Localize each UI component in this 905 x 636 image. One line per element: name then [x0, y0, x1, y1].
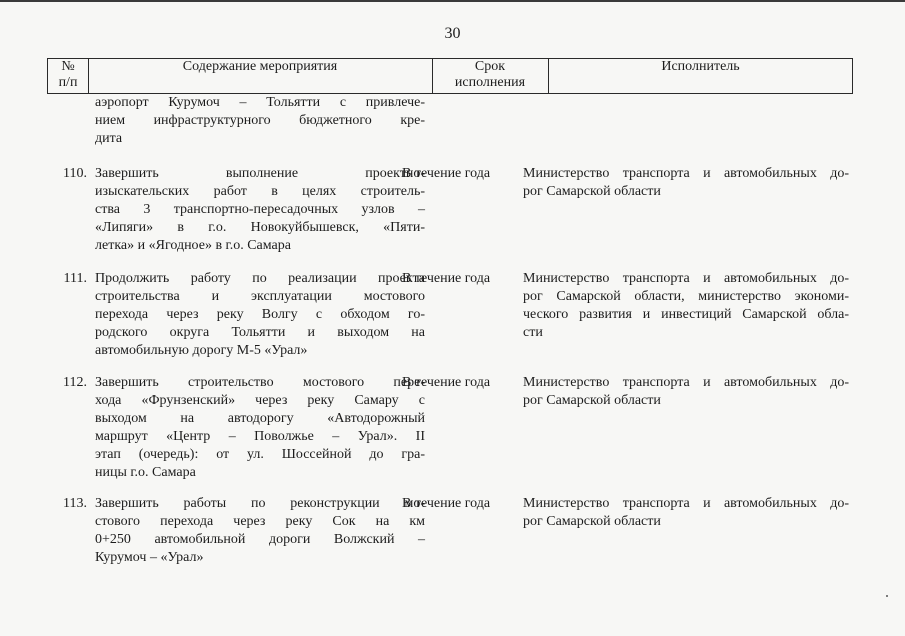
- row-term: В течение года: [402, 271, 491, 286]
- executor-line: Министерство транспорта и автомобильных до-: [523, 166, 849, 181]
- content-line: родского округа Тольятти и выходом на: [95, 325, 425, 340]
- content-line: выходом на автодорогу «Автодорожный: [95, 411, 425, 426]
- executor-line: рог Самарской области: [523, 184, 661, 199]
- content-line: изыскательских работ в целях строитель-: [95, 184, 425, 199]
- executor-line: ческого развития и инвестиций Самарской обла-: [523, 307, 849, 322]
- header-content: [88, 59, 433, 93]
- scan-speck: [886, 595, 888, 597]
- content-line: Продолжить работу по реализации проекта: [95, 271, 425, 286]
- row-executor: [523, 495, 849, 531]
- content-line: аэропорт Курумоч – Тольятти с привлече-: [95, 95, 425, 110]
- content-line: ства 3 транспортно-пересадочных узлов –: [95, 202, 425, 217]
- row-content: [95, 94, 425, 148]
- header-executor-label: Исполнитель: [661, 59, 740, 74]
- content-line: стового перехода через реку Сок на км: [95, 514, 425, 529]
- header-number-line: п/п: [58, 75, 78, 90]
- row-content: [95, 495, 425, 567]
- row-executor: [523, 270, 849, 342]
- content-line: нием инфраструктурного бюджетного кре-: [95, 113, 425, 128]
- row-term: В течение года: [402, 496, 491, 511]
- content-line: этап (очередь): от ул. Шоссейной до гра-: [95, 447, 425, 462]
- row-content: [95, 374, 425, 482]
- content-line: летка» и «Ягодное» в г.о. Самара: [95, 238, 291, 253]
- content-line: Завершить работы по реконструкции мо-: [95, 496, 425, 511]
- row-number: 111.: [63, 271, 87, 286]
- row-term: В течение года: [402, 375, 491, 390]
- content-line: «Липяги» в г.о. Новокуйбышевск, «Пяти-: [95, 220, 425, 235]
- content-line: Курумоч – «Урал»: [95, 550, 204, 565]
- content-line: 0+250 автомобильной дороги Волжский –: [95, 532, 425, 547]
- content-line: строительства и эксплуатации мостового: [95, 289, 425, 304]
- page-number: 30: [444, 25, 461, 42]
- executor-line: Министерство транспорта и автомобильных до-: [523, 496, 849, 511]
- header-term-line: исполнения: [454, 75, 526, 90]
- executor-line: Министерство транспорта и автомобильных до-: [523, 271, 849, 286]
- executor-line: сти: [523, 325, 543, 340]
- executor-line: рог Самарской области: [523, 393, 661, 408]
- scan-edge: [0, 0, 905, 2]
- header-content-label: Содержание мероприятия: [182, 59, 338, 74]
- executor-line: рог Самарской области: [523, 514, 661, 529]
- header-term: [432, 59, 549, 93]
- content-line: ницы г.о. Самара: [95, 465, 196, 480]
- row-number: 110.: [63, 166, 87, 181]
- table-header: [47, 58, 853, 94]
- row-number: 113.: [63, 496, 87, 511]
- row-content: [95, 270, 425, 360]
- header-executor: [548, 59, 853, 93]
- row-content: [95, 165, 425, 255]
- row-executor: [523, 165, 849, 201]
- header-number: [48, 59, 89, 93]
- executor-line: Министерство транспорта и автомобильных до-: [523, 375, 849, 390]
- executor-line: рог Самарской области, министерство экономи-: [523, 289, 849, 304]
- header-number-line: №: [61, 59, 75, 74]
- content-line: Завершить выполнение проектно-: [95, 166, 425, 181]
- header-term-line: Срок: [474, 59, 506, 74]
- content-line: перехода через реку Волгу с обходом го-: [95, 307, 425, 322]
- content-line: дита: [95, 131, 123, 146]
- row-number: 112.: [63, 375, 87, 390]
- content-line: маршрут «Центр – Поволжье – Урал». II: [95, 429, 425, 444]
- content-line: автомобильную дорогу М-5 «Урал»: [95, 343, 308, 358]
- content-line: Завершить строительство мостового пере-: [95, 375, 425, 390]
- content-line: хода «Фрунзенский» через реку Самару с: [95, 393, 425, 408]
- row-executor: [523, 374, 849, 410]
- row-term: В течение года: [402, 166, 491, 181]
